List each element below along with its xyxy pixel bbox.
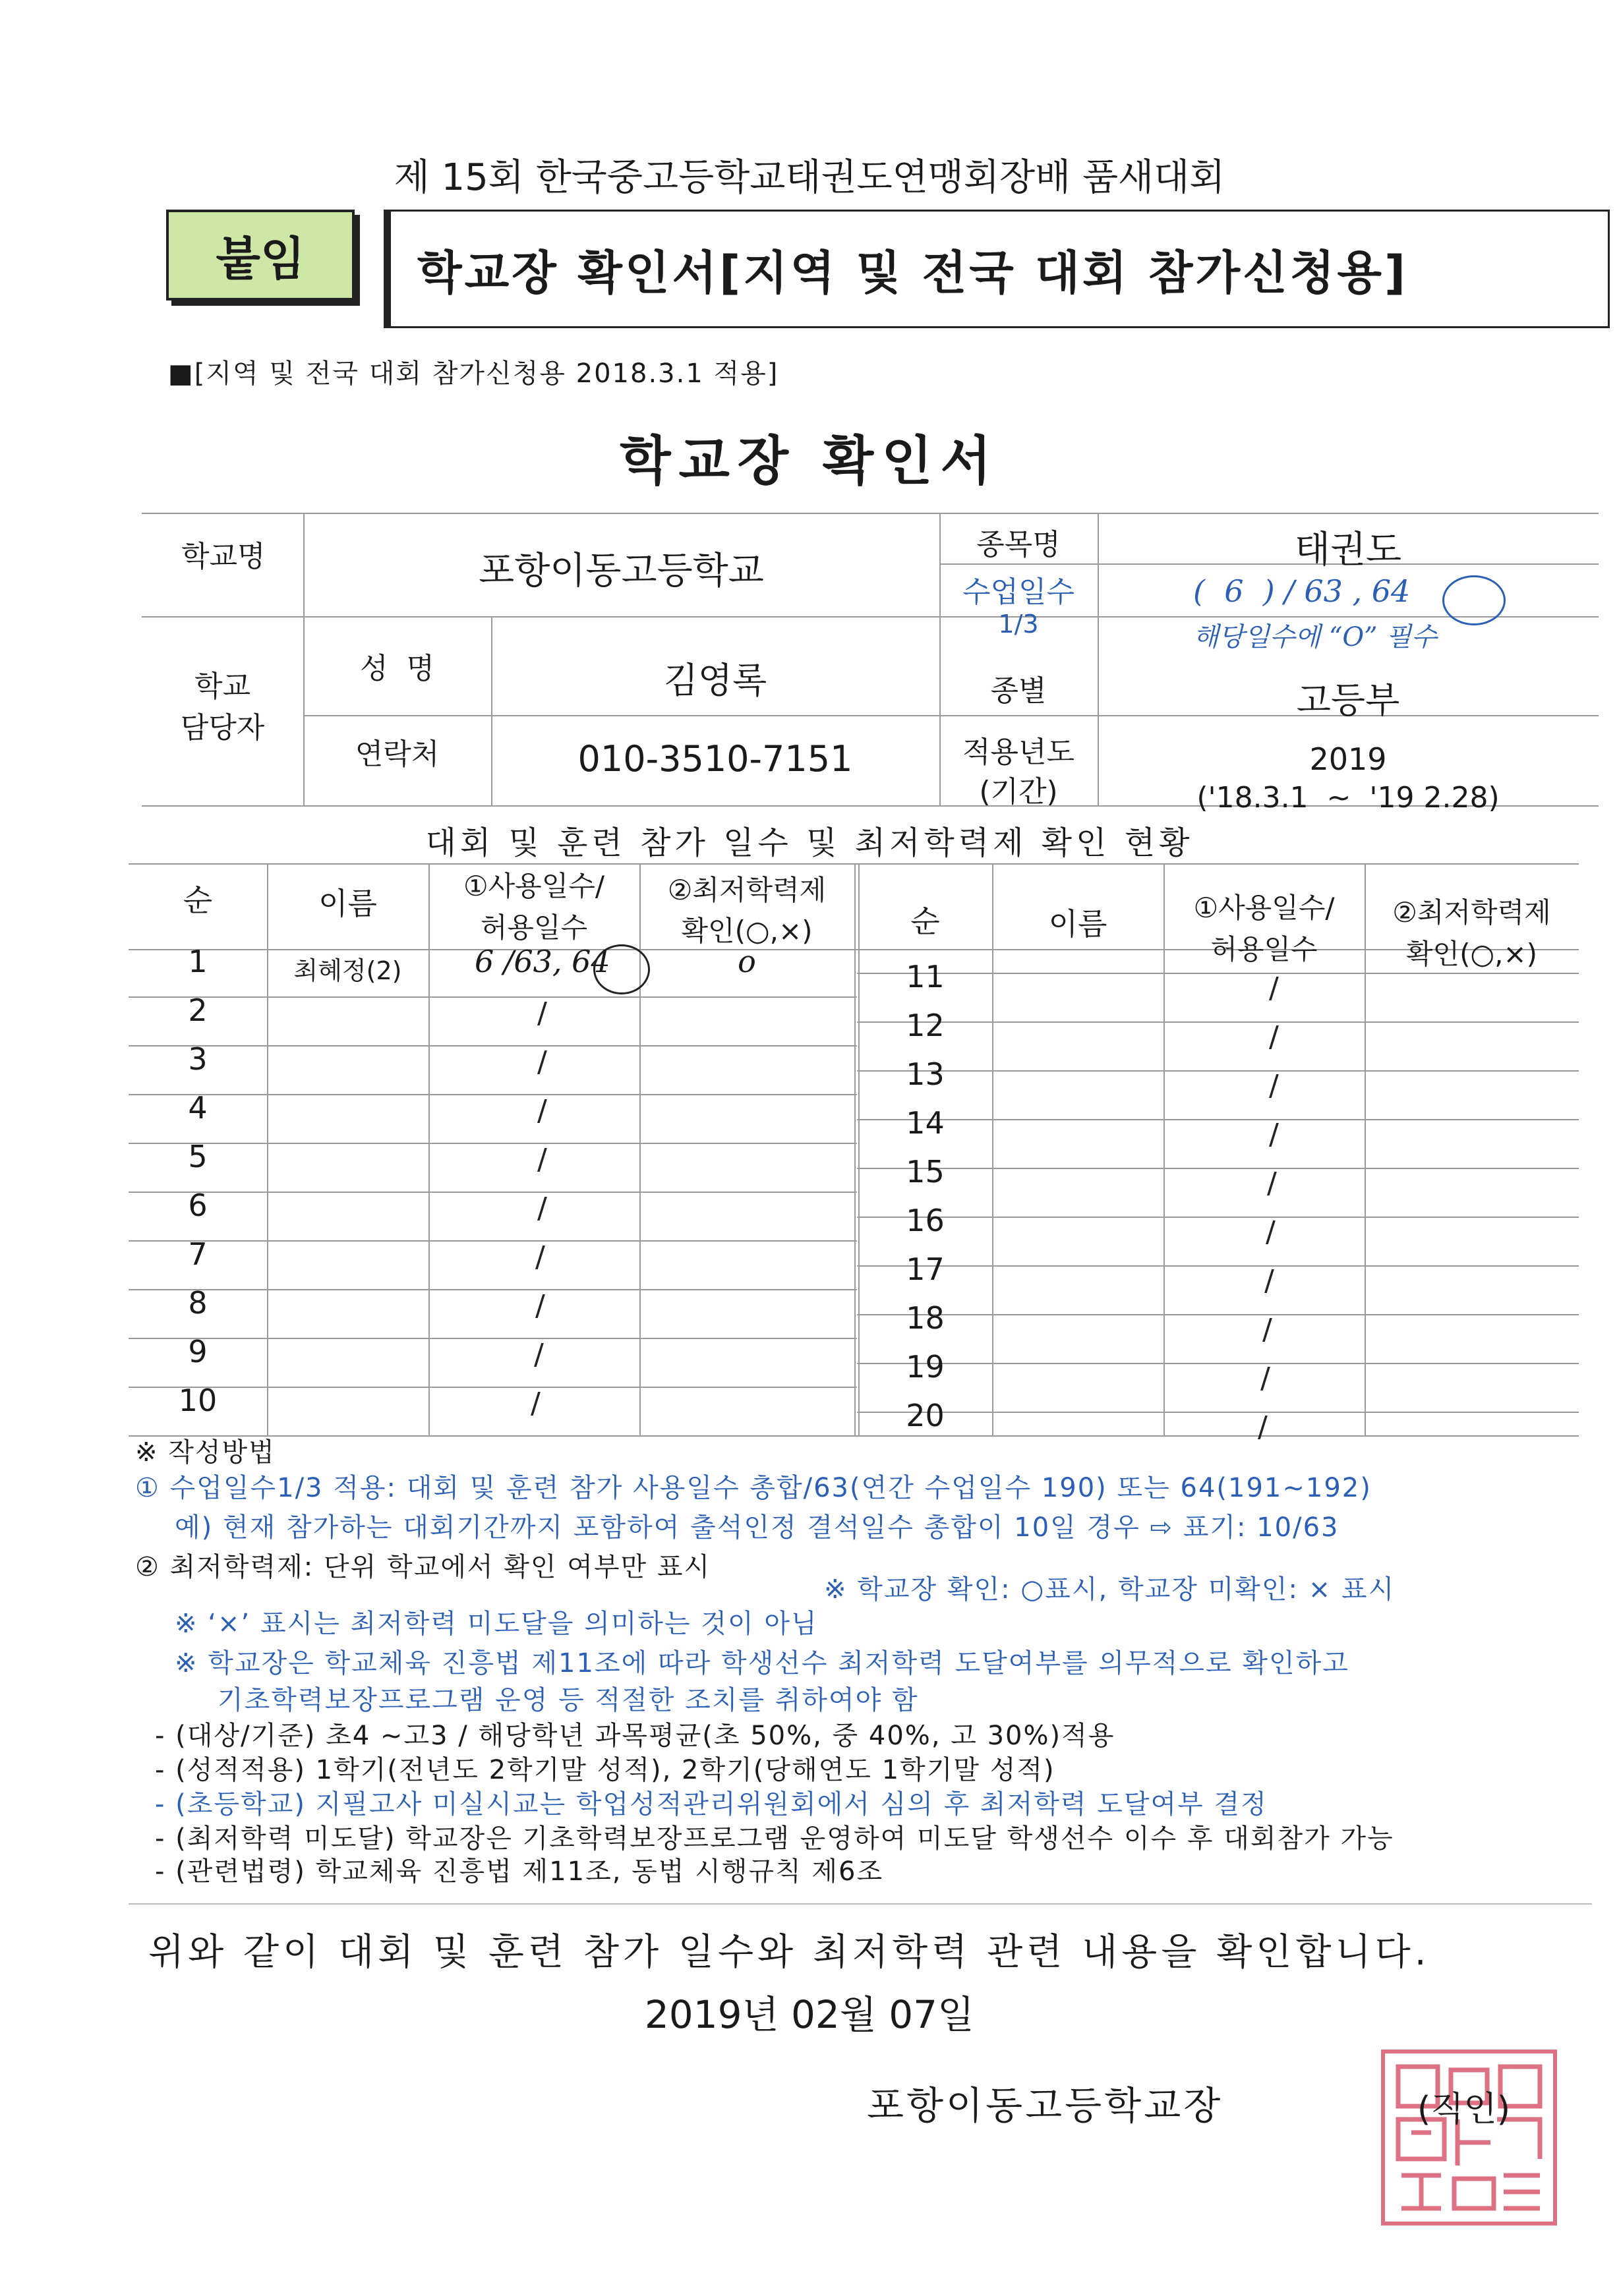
- school-label: 학교명: [181, 540, 266, 573]
- apply-year-value: 2019: [1309, 741, 1387, 777]
- section-title: 대회 및 훈련 참가 일수 및 최저학력제 확인 현황: [425, 824, 1194, 861]
- row-seq: 6: [188, 1188, 208, 1223]
- row-used: /: [537, 1191, 547, 1225]
- seal-pattern: [1385, 2053, 1553, 2222]
- header-used-right-2: 허용일수: [1210, 933, 1318, 965]
- row-used: /: [1269, 1069, 1279, 1103]
- note-1a: ① 수업일수1/3 적용: 대회 및 훈련 참가 사용일수 총합/63(연간 수업일수 190) 또는 64(191~192): [135, 1473, 1372, 1503]
- school-days-hint: 해당일수에 “O” 필수: [1193, 622, 1437, 652]
- row-seq: 20: [906, 1398, 945, 1433]
- note-detail-4: - (최저학력 미도달) 학교장은 기초학력보장프로그램 운영하여 미도달 학생선수 이수 후 대회참가 가능: [155, 1823, 1394, 1854]
- row-used: /: [1269, 971, 1279, 1005]
- row-used: /: [1262, 1313, 1272, 1346]
- row-used: /: [535, 1240, 545, 1274]
- school-value: 포항이동고등학교: [479, 550, 764, 592]
- row-used: /: [1269, 1020, 1279, 1054]
- row-used: /: [1269, 1118, 1279, 1151]
- row-seq: 8: [188, 1285, 208, 1321]
- header-name-left: 이름: [318, 886, 377, 921]
- school-days-fraction: 1/3: [998, 610, 1039, 639]
- header-min-right-1: ②최저학력제: [1392, 896, 1551, 929]
- row-used: /: [1264, 1264, 1274, 1298]
- row-seq: 19: [906, 1349, 945, 1385]
- note-detail-3: - (초등학교) 지필고사 미실시교는 학업성적관리위원회에서 심의 후 최저학력 도달여부 결정: [155, 1789, 1268, 1820]
- row-check: o: [738, 944, 756, 979]
- principal-name: 포항이동고등학교장: [867, 2083, 1223, 2128]
- school-days-value: ( 6 ) / 63 , 64: [1193, 573, 1411, 609]
- row-seq: 14: [906, 1105, 945, 1141]
- applicability-note: ■[지역 및 전국 대회 참가신청용 2018.3.1 적용]: [168, 359, 779, 389]
- row-used: /: [1260, 1362, 1270, 1395]
- header-used-right-1: ①사용일수/: [1193, 892, 1335, 924]
- row-name: 최혜정(2): [293, 956, 402, 985]
- note-2a: ② 최저학력제: 단위 학교에서 확인 여부만 표시: [135, 1552, 711, 1582]
- school-seal: [1381, 2050, 1557, 2225]
- date: 2019년 02월 07일: [644, 1992, 975, 2037]
- name-value: 김영록: [663, 660, 767, 701]
- event-title: 제 15회 한국중고등학교태권도연맹회장배 품새대회: [394, 156, 1225, 199]
- sport-label: 종목명: [976, 528, 1061, 561]
- contact-value: 010-3510-7151: [577, 738, 853, 780]
- apply-year-label-2: (기간): [979, 775, 1058, 809]
- row-seq: 9: [188, 1334, 208, 1369]
- attach-label: 붙임: [166, 210, 355, 301]
- name-label: 성 명: [360, 652, 434, 685]
- row-seq: 7: [188, 1236, 208, 1272]
- confirm-statement: 위와 같이 대회 및 훈련 참가 일수와 최저학력 관련 내용을 확인합니다.: [148, 1931, 1430, 1974]
- row-used: /: [537, 996, 547, 1030]
- divider: [129, 1903, 1592, 1905]
- doc-title: 학교장 확인서: [620, 430, 999, 492]
- row-seq: 2: [188, 992, 208, 1028]
- row-used: /: [537, 1143, 547, 1176]
- row-seq: 3: [188, 1041, 208, 1077]
- contact-label: 연락처: [355, 737, 440, 771]
- row-seq: 11: [906, 959, 945, 994]
- row-used: /: [537, 1045, 547, 1079]
- header-used-left-1: ①사용일수/: [463, 870, 605, 902]
- row-used: /: [534, 1338, 544, 1371]
- header-min-left-2: 확인(○,×): [681, 915, 813, 947]
- row-seq: 15: [906, 1154, 945, 1190]
- manager-label-1: 학교: [194, 670, 250, 703]
- note-detail-1: - (대상/기준) 초4 ~고3 / 해당학년 과목평균(초 50%, 중 40%, 고 30%)적용: [155, 1721, 1115, 1751]
- row-used: /: [535, 1289, 545, 1323]
- note-4a: ※ 학교장은 학교체육 진흥법 제11조에 따라 학생선수 최저학력 도달여부를 의무적으로 확인하고: [175, 1648, 1349, 1679]
- header-name-right: 이름: [1048, 906, 1107, 942]
- circle-mark: [1442, 575, 1506, 625]
- division-label: 종별: [990, 674, 1047, 708]
- row-used: /: [1267, 1166, 1277, 1200]
- apply-year-label-1: 적용년도: [962, 735, 1074, 769]
- row-seq: 16: [906, 1203, 945, 1238]
- apply-period-value: ('18.3.1 ~ '19 2.28): [1196, 781, 1500, 815]
- manager-label-2: 담당자: [180, 711, 265, 745]
- sport-value: 태권도: [1294, 529, 1402, 571]
- note-3: ※ ‘×’ 표시는 최저학력 미도달을 의미하는 것이 아님: [175, 1609, 818, 1639]
- row-used: /: [1258, 1410, 1268, 1444]
- note-1b: 예) 현재 참가하는 대회기간까지 포함하여 출석인정 결석일수 총합이 10일 경우 ⇨ 표기: 10/63: [175, 1512, 1339, 1543]
- note-detail-5: - (관련법령) 학교체육 진흥법 제11조, 동법 시행규칙 제6조: [155, 1856, 884, 1887]
- note-2b: ※ 학교장 확인: ○표시, 학교장 미확인: × 표시: [824, 1574, 1396, 1605]
- header-min-left-1: ②최저학력제: [667, 874, 827, 906]
- row-seq: 13: [906, 1056, 945, 1092]
- form-title: 학교장 확인서[지역 및 전국 대회 참가신청용]: [389, 210, 1610, 328]
- row-seq: 1: [188, 944, 208, 979]
- row-used: /: [1266, 1215, 1276, 1249]
- note-detail-2: - (성적적용) 1학기(전년도 2학기말 성적), 2학기(당해연도 1학기말 성적): [155, 1755, 1055, 1785]
- row-used: /: [531, 1387, 541, 1420]
- header-used-left-2: 허용일수: [480, 911, 588, 944]
- row-seq: 17: [906, 1251, 945, 1287]
- header-seq-right: 순: [910, 904, 940, 939]
- row-seq: 12: [906, 1008, 945, 1043]
- division-value: 고등부: [1296, 679, 1400, 721]
- row-seq: 5: [188, 1139, 208, 1174]
- row-seq: 10: [178, 1383, 218, 1418]
- header-seq-left: 순: [183, 882, 213, 918]
- row-seq: 4: [188, 1090, 208, 1126]
- school-days-label: 수업일수: [962, 575, 1074, 609]
- row-used: 6 /63, 64: [475, 944, 610, 979]
- seal-label: (직인): [1417, 2090, 1511, 2129]
- notes-heading: ※ 작성방법: [135, 1437, 276, 1468]
- note-4b: 기초학력보장프로그램 운영 등 적절한 조치를 취하여야 함: [218, 1685, 919, 1715]
- header-min-right-2: 확인(○,×): [1405, 938, 1538, 970]
- row-used: /: [537, 1094, 547, 1128]
- row-seq: 18: [906, 1300, 945, 1336]
